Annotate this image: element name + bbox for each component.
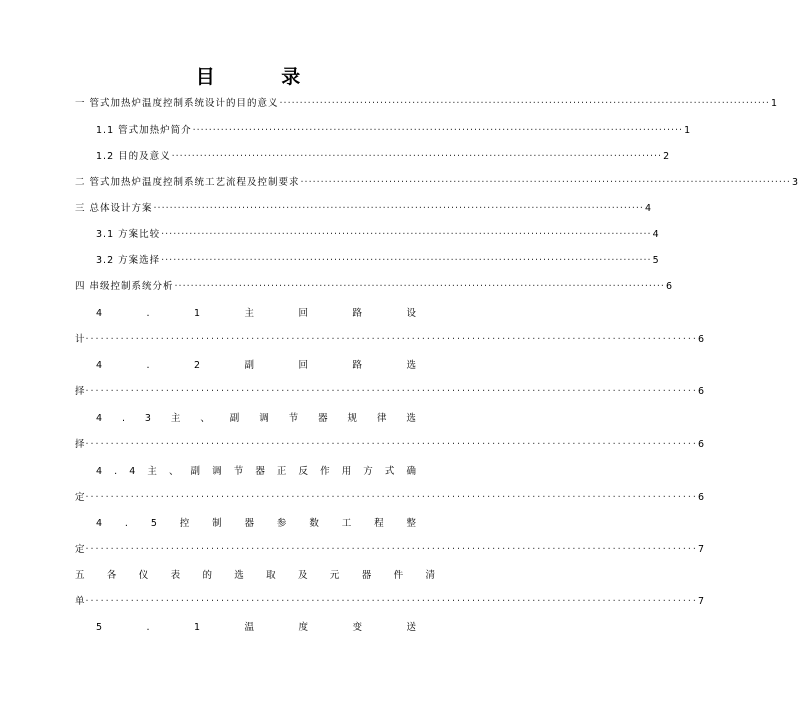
toc-entry-4-5-continuation[interactable] [75,544,704,556]
toc-entry-4-2-line[interactable] [96,360,416,372]
toc-page-number: 4 [652,229,659,240]
toc-entry-3-2[interactable] [96,255,659,267]
toc-page-number: 1 [684,125,691,136]
toc-entry-text: 一 管式加热炉温度控制系统设计的目的意义 [75,98,279,109]
toc-token: 器 [318,413,328,424]
toc-token: 送 [406,622,416,633]
toc-entry-1-2[interactable] [96,151,670,163]
toc-token: 路 [352,360,363,371]
toc-page-number: 1 [770,98,777,109]
toc-token: 仪 [138,570,149,581]
toc-token: 4 [96,360,103,371]
toc-token: 正 [276,466,287,477]
toc-page-number: 6 [665,281,672,292]
toc-token: . [124,518,128,529]
toc-leader: ·························································································································· [174,281,665,292]
toc-leader: ·························································································································· [85,386,698,397]
toc-entry-text: 定 [75,492,86,503]
toc-token: . [146,360,150,371]
toc-token: 律 [376,413,387,424]
toc-token: 器 [361,570,372,581]
toc-token: 调 [212,466,222,477]
toc-token: 各 [106,570,117,581]
toc-token: 选 [234,570,244,581]
toc-token: 五 [75,570,85,581]
toc-page-number: 2 [663,151,670,162]
toc-token: 取 [266,570,276,581]
toc-token: . [114,466,118,477]
toc-token: 4 [96,308,103,319]
toc-leader: ·························································································································· [161,255,652,266]
toc-token: 清 [425,570,435,581]
toc-token: 2 [194,360,201,371]
toc-token: 回 [298,308,309,319]
toc-token: 、 [168,466,179,477]
toc-entry-4-1-continuation[interactable] [75,334,704,346]
toc-token: 式 [384,466,395,477]
toc-token: 作 [320,466,330,477]
toc-token: 参 [276,518,287,529]
page-title: 目 录 [195,66,331,88]
toc-entry-5-continuation[interactable] [75,596,704,608]
toc-token: 用 [341,466,352,477]
toc-token: . [146,308,150,319]
toc-entry-1-1[interactable] [96,125,691,137]
toc-token: 表 [170,570,181,581]
toc-entry-3-1[interactable] [96,229,659,241]
toc-leader: ·························································································································· [171,151,663,162]
toc-leader: ·························································································································· [85,596,698,607]
toc-token: 1 [194,622,201,633]
toc-token: 副 [244,360,255,371]
toc-token: 度 [298,622,309,633]
toc-token: 反 [298,466,309,477]
toc-entry-4-5-line[interactable] [96,518,416,530]
toc-page-number: 5 [652,255,659,266]
toc-token: 调 [259,413,269,424]
toc-entry-text: 三 总体设计方案 [75,203,153,214]
toc-leader: ·························································································································· [279,98,770,109]
toc-token: . [121,413,125,424]
toc-entry-4-2-continuation[interactable] [75,386,704,398]
toc-entry-4-4-line[interactable] [96,466,416,478]
toc-token: 件 [393,570,404,581]
toc-token: 设 [406,308,416,319]
toc-token: 选 [406,360,416,371]
toc-entry-5-line[interactable] [75,570,435,582]
toc-token: 回 [298,360,309,371]
toc-entry-4-3-line[interactable] [96,413,416,425]
toc-entry-4-3-continuation[interactable] [75,439,704,451]
toc-entry-4-1-line[interactable] [96,308,416,320]
toc-page-number: 3 [791,177,798,188]
toc-token: 主 [147,466,157,477]
toc-leader: ·························································································································· [300,177,791,188]
toc-token: 路 [352,308,363,319]
toc-leader: ·························································································································· [161,229,652,240]
toc-page-number: 7 [697,544,704,555]
toc-page-number: 6 [697,492,704,503]
toc-token: 4 [96,466,103,477]
toc-token: 工 [341,518,352,529]
toc-entry-4-4-continuation[interactable] [75,492,704,504]
toc-leader: ·························································································································· [85,334,698,345]
toc-token: 4 [96,518,103,529]
toc-page-number: 4 [644,203,651,214]
toc-leader: ·························································································································· [85,492,698,503]
toc-token: 5 [96,622,103,633]
toc-token: 选 [406,413,416,424]
toc-entry-text: 二 管式加热炉温度控制系统工艺流程及控制要求 [75,177,300,188]
toc-leader: ·························································································································· [85,439,698,450]
toc-token: 4 [129,466,136,477]
toc-page-number: 6 [697,334,704,345]
toc-token: 程 [374,518,384,529]
toc-token: 变 [352,622,363,633]
toc-token: 的 [202,570,212,581]
toc-token: 数 [309,518,319,529]
toc-entry-text: 单 [75,596,86,607]
toc-token: 整 [406,518,416,529]
toc-token: 4 [96,413,103,424]
toc-entry-text: 1.2 目的及意义 [96,151,171,162]
toc-page-number: 7 [697,596,704,607]
toc-entry-text: 3.2 方案选择 [96,255,161,266]
toc-entry-text: 择 [75,439,86,450]
toc-token: 副 [229,413,240,424]
toc-token: 、 [200,413,210,424]
toc-entry-2[interactable] [75,177,798,189]
toc-token: 器 [244,518,255,529]
toc-token: 确 [406,466,416,477]
toc-leader: ·························································································································· [192,125,684,136]
toc-entry-text: 定 [75,544,86,555]
toc-token: 方 [363,466,373,477]
toc-entry-text: 1.1 管式加热炉简介 [96,125,192,136]
toc-entry-text: 计 [75,334,86,345]
toc-page-number: 6 [697,439,704,450]
toc-entry-3[interactable] [75,203,651,215]
toc-entry-text: 3.1 方案比较 [96,229,161,240]
toc-entry-1[interactable] [75,98,777,110]
toc-token: 及 [298,570,308,581]
toc-token: 温 [244,622,255,633]
toc-entry-4[interactable] [75,281,672,293]
toc-token: 节 [288,413,299,424]
toc-token: 控 [179,518,190,529]
toc-token: 元 [329,570,340,581]
toc-token: 1 [194,308,201,319]
toc-token: 器 [255,466,265,477]
toc-token: 主 [244,308,255,319]
toc-token: 制 [212,518,222,529]
toc-token: 3 [144,413,151,424]
toc-token: 5 [150,518,157,529]
toc-entry-text: 四 串级控制系统分析 [75,281,174,292]
toc-leader: ·························································································································· [153,203,644,214]
toc-leader: ·························································································································· [85,544,698,555]
toc-token: 主 [170,413,181,424]
toc-entry-5-1-line[interactable] [96,622,416,634]
toc-token: 节 [233,466,244,477]
toc-token: 副 [190,466,201,477]
toc-page-number: 6 [697,386,704,397]
toc-token: . [146,622,150,633]
toc-token: 规 [347,413,358,424]
toc-entry-text: 择 [75,386,86,397]
